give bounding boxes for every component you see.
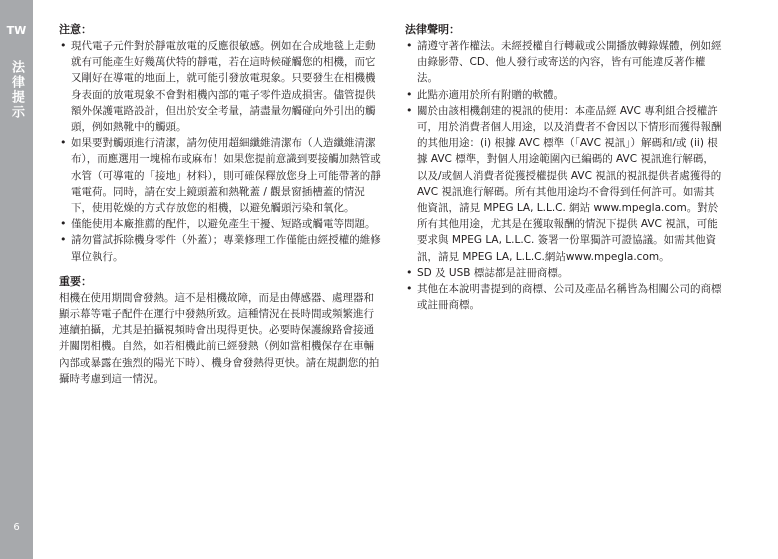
list-item: • 此點亦適用於所有附贈的軟體。: [405, 87, 723, 103]
list-item: • SD 及 USB 標誌都是註冊商標。: [405, 265, 723, 281]
legal-heading: 法律聲明：: [405, 23, 460, 36]
list-item: • 請遵守著作權法。未經授權自行轉載或公開播放轉錄媒體，例如經由錄影帶、CD、他人發行或寄送的內容，皆有可能違反著作權法。: [405, 38, 723, 87]
section-title: 法律提示: [9, 60, 24, 120]
left-column: [59, 22, 384, 387]
legal-list: [405, 38, 723, 313]
important-paragraph: 相機在使用期間會發熱。這不是相機故障，而是由傳感器、處理器和顯示幕等電子配件在運行中發熱所致。這種情況在長時間或頻繁進行連續拍攝，尤其是拍攝視頻時會出現得更快。必要時保護線路會接通并關閉相機。自然，如若相機此前已經發熱（例如當相機保存在車輛內部或暴露在強烈的陽光下時）、機身會發熱得更快。請在規劃您的拍攝時考慮到這一情況。: [59, 291, 380, 385]
page-number: 6: [13, 522, 20, 533]
language-tag: TW: [6, 24, 27, 37]
note-list: [59, 38, 384, 265]
list-item: • 關於由該相機創建的視訊的使用：本產品經 AVC 專利組合授權許可，用於消費者個人用途，以及消費者不會因以下情形而獲得報酬的其他用途：(i) 根據 AVC 標準（「AVC 視訊」）解碼和/或 (ii) 根據 AVC 標準，對個人用途範圍內已編碼的 AVC 視訊進行解碼，以及/或個人消費者從獲授權提供 AVC 視訊的視訊提供者處獲得的 AVC 視訊進行解碼。所有其他用途均不會得到任何許可。如需其他資訊，請見 MPEG LA, L.L.C. 網站 www.mpegla.com。對於所有其他用途，尤其是在獲取報酬的情況下提供 AVC 視訊，可能要求與 MPEG LA, L.L.C. 簽署一份單獨許可證協議。如需其他資訊，請見 MPEG LA, L.L.C.網站www.mpegla.com。: [405, 103, 723, 265]
note-heading: 注意：: [59, 23, 92, 36]
right-column: [405, 22, 723, 313]
important-heading: 重要：: [59, 274, 92, 288]
list-item: • 其他在本說明書提到的商標、公司及產品名稱皆為相關公司的商標或註冊商標。: [405, 281, 723, 313]
list-item: • 如果要對觸頭進行清潔，請勿使用超細纖維清潔布（人造纖維清潔布），而應選用一塊棉布或麻布！如果您提前意識到要接觸加熱管或水管（可導電的「接地」材料），則可確保釋放您身上可能帶著的靜電電荷。同時，請在安上鏡頭蓋和熱靴蓋 / 觀景窗插槽蓋的情況下，使用乾燥的方式存放您的相機，以避免觸頭污染和氧化。: [59, 135, 384, 216]
sidebar: [0, 0, 33, 559]
list-item: • 僅能使用本廠推薦的配件，以避免產生干擾、短路或觸電等問題。: [59, 216, 384, 232]
list-item: • 請勿嘗試拆除機身零件（外蓋）；專業修理工作僅能由經授權的維修單位執行。: [59, 232, 384, 264]
list-item: • 現代電子元件對於靜電放電的反應很敏感。例如在合成地毯上走動就有可能產生好幾萬伏特的靜電，若在這時候碰觸您的相機，而它又剛好在導電的地面上，就可能引發放電現象。只要發生在相機機身表面的放電現象不會對相機內部的電子零件造成損害。儘管提供額外保護電路設計，但出於安全考量，請盡量勿觸碰向外引出的觸頭，例如熱靴中的觸頭。: [59, 38, 384, 135]
